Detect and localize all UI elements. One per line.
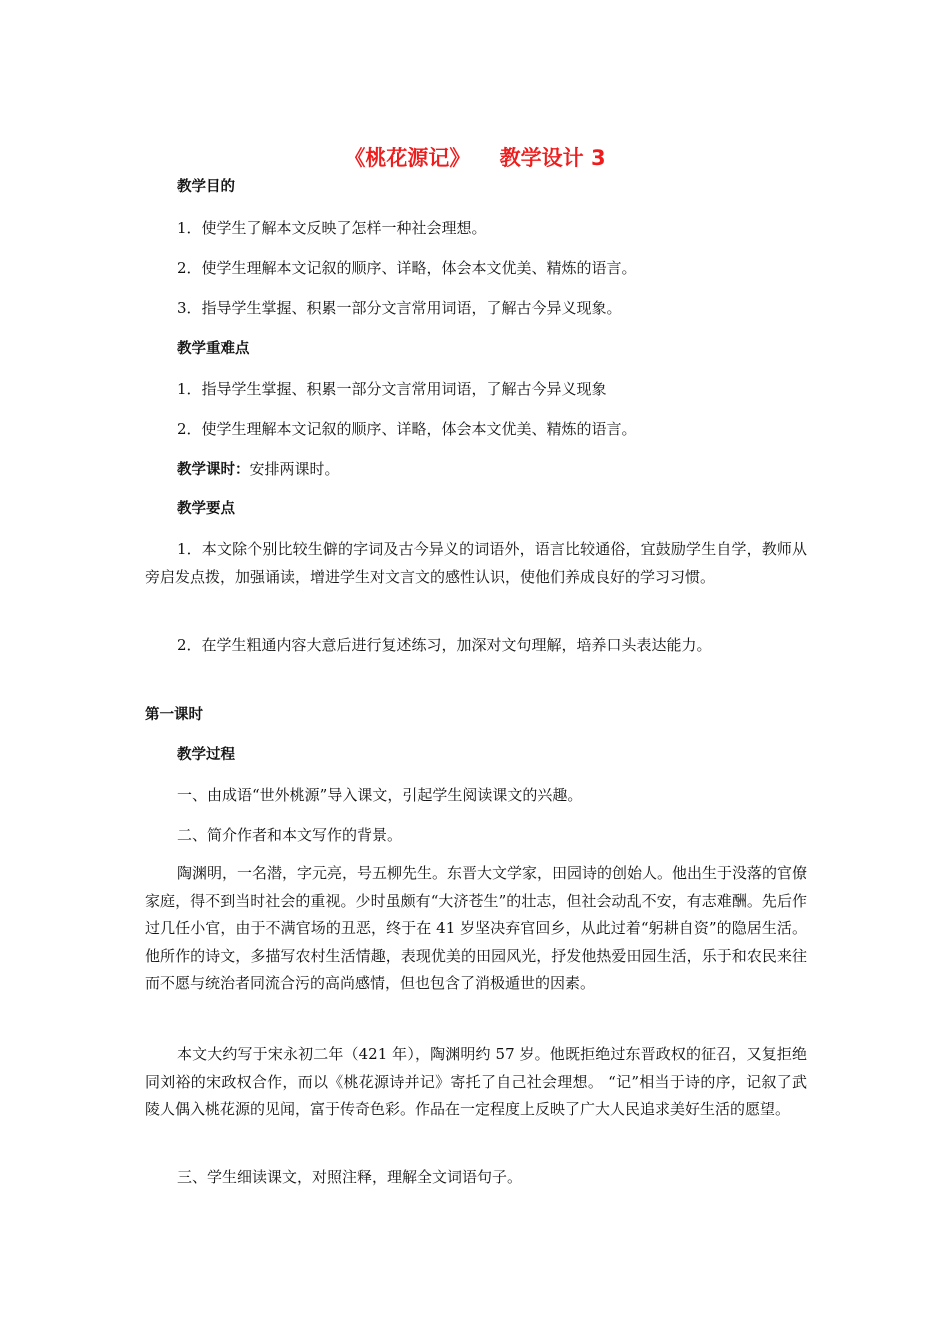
background-paragraph: 本文大约写于宋永初二年（421 年），陶渊明约 57 岁。他既拒绝过东晋政权的征召，又复拒绝同刘裕的宋政权合作，而以《桃花源诗并记》寄托了自己社会理想。 “记”相当于诗的序，记叙了武陵人偶入桃花源的见闻，富于传奇色彩。作品在一定程度上反映了广大人民追求美好生活的愿望。 xyxy=(145,1045,807,1118)
key-point-item-2: 2．使学生理解本文记叙的顺序、详略，体会本文优美、精炼的语言。 xyxy=(177,420,637,438)
objective-item-2: 2．使学生理解本文记叙的顺序、详略，体会本文优美、精炼的语言。 xyxy=(177,259,637,277)
process-step-2: 二、简介作者和本文写作的背景。 xyxy=(177,826,403,844)
process-heading: 教学过程 xyxy=(177,747,235,763)
process-step-1: 一、由成语“世外桃源”导入课文，引起学生阅读课文的兴趣。 xyxy=(177,786,583,804)
author-paragraph: 陶渊明，一名潜，字元亮，号五柳先生。东晋大文学家，田园诗的创始人。他出生于没落的官僚家庭，得不到当时社会的重视。少时虽颇有“大济苍生”的壮志，但社会动乱不安，有志难酬。先后作过几任小官，由于不满官场的丑恶，终于在 41 岁坚决弃官回乡，从此过着“躬耕自资”的隐居生活。他所作的诗文，多描写农村生活情趣，表现优美的田园风光，抒发他热爱田园生活，乐于和农民来往而不愿与统治者同流合污的高尚感情，但也包含了消极遁世的因素。 xyxy=(145,864,808,992)
class-hours-value: 安排两课时。 xyxy=(249,460,340,478)
process-step-3: 三、学生细读课文，对照注释，理解全文词语句子。 xyxy=(177,1168,523,1186)
class-hours-label: 教学课时： xyxy=(177,462,250,478)
essential-item-1: 1．本文除个别比较生僻的字词及古今异义的词语外，语言比较通俗，宜鼓励学生自学，教师从旁启发点拨，加强诵读，增进学生对文言文的感性认识，使他们养成良好的学习习惯。 xyxy=(145,540,807,586)
key-points-heading: 教学重难点 xyxy=(177,341,250,357)
essentials-heading: 教学要点 xyxy=(177,501,235,517)
document-title: 《桃花源记》 教学设计 3 xyxy=(344,146,606,170)
objective-item-1: 1．使学生了解本文反映了怎样一种社会理想。 xyxy=(177,219,487,237)
lesson1-heading: 第一课时 xyxy=(145,707,203,723)
class-hours-line xyxy=(177,458,340,481)
objectives-heading: 教学目的 xyxy=(177,179,235,195)
objective-item-3: 3．指导学生掌握、积累一部分文言常用词语，了解古今异义现象。 xyxy=(177,299,622,317)
essential-item-2: 2．在学生粗通内容大意后进行复述练习，加深对文句理解，培养口头表达能力。 xyxy=(177,636,712,654)
key-point-item-1: 1．指导学生掌握、积累一部分文言常用词语，了解古今异义现象 xyxy=(177,380,607,398)
